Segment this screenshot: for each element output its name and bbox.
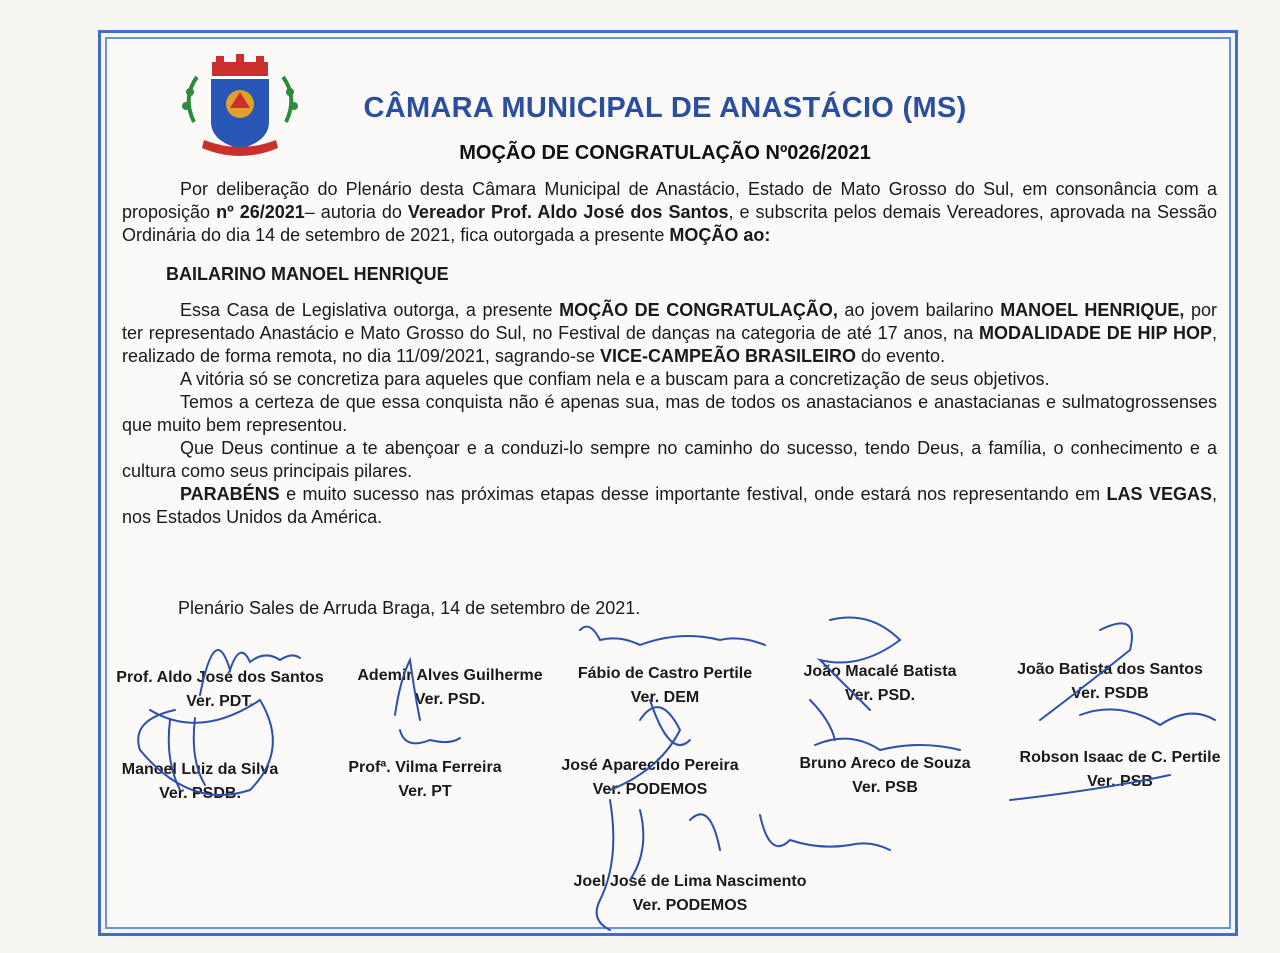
signer-party: Ver. DEM [630,689,700,706]
signer-name: Profª. Vilma Ferreira [348,759,502,776]
page-title: CÂMARA MUNICIPAL DE ANASTÁCIO (MS) [363,92,967,124]
signature-block [560,870,820,918]
signer-name: Robson Isaac de C. Pertile [1019,749,1221,766]
place-date: Plenário Sales de Arruda Braga, 14 de setembro de 2021. [178,598,641,618]
signer-name: João Macalé Batista [803,663,957,680]
signature-block [105,758,295,806]
signature-block [790,752,980,800]
signer-name: Bruno Areco de Souza [799,755,971,772]
honoree-name: BAILARINO MANOEL HENRIQUE [166,264,449,284]
paragraph-congratulations: PARABÉNS e muito sucesso nas próximas etapas desse importante festival, onde estará nos representando em LAS VEGAS, nos Estados Unidos da América. [122,484,1217,527]
signer-name: Joel José de Lima Nascimento [573,873,807,890]
signer-name: João Batista dos Santos [1017,661,1203,678]
signer-party: Ver. PSB [1087,773,1153,790]
signature-block [330,756,520,804]
signer-party: Ver. PSDB. [159,785,241,802]
document-body [122,178,1217,529]
signature-block [110,666,330,714]
signature-block [1010,746,1230,794]
paragraph-deliberation: Por deliberação do Plenário desta Câmara Municipal de Anastácio, Estado de Mato Grosso do Sul, em consonância com a proposição nº 26/2021– autoria do Vereador Prof. Aldo José dos Santos, e subscrita pelos demais Vereadores, aprovada na Sessão Ordinária do dia 14 de setembro de 2021, fica outorgada a presente MOÇÃO ao: [122,179,1217,245]
signer-name: Fábio de Castro Pertile [577,665,753,682]
signer-party: Ver. PSDB [1071,685,1149,702]
paragraph-conquest: Temos a certeza de que essa conquista não é apenas sua, mas de todos os anastacianos e anastacianas e sulmatogrossenses que muito bem representou. [122,392,1217,435]
document-subtitle: MOÇÃO DE CONGRATULAÇÃO Nº026/2021 [459,142,871,164]
signer-party: Ver. PT [398,783,452,800]
signer-party: Ver. PSB [852,779,918,796]
signer-name: José Aparecido Pereira [561,757,739,774]
paragraph-blessing: Que Deus continue a te abençoar e a conduzi-lo sempre no caminho do sucesso, tendo Deus, a família, o conhecimento e a cultura como seus principais pilares. [122,438,1217,481]
signer-party: Ver. PODEMOS [592,781,708,798]
signer-name: Manoel Luiz da Silva [121,761,279,778]
paragraph-award: Essa Casa de Legislativa outorga, a presente MOÇÃO DE CONGRATULAÇÃO, ao jovem bailarino MANOEL HENRIQUE, por ter representado Anastácio e Mato Grosso do Sul, no Festival de danças na categoria de até 17 anos, na MODALIDADE DE HIP HOP, realizado de forma remota, no dia 11/09/2021, sagrando-se VICE-CAMPEÃO BRASILEIRO do evento. [122,300,1218,366]
signature-block [790,660,970,708]
signer-party: Ver. PSD. [414,691,486,708]
signer-party: Ver. PODEMOS [632,897,748,914]
signer-party: Ver. PSD. [844,687,916,704]
signature-block [570,662,760,710]
signature-block [1010,658,1210,706]
signature-block [550,754,750,802]
signature-block [340,664,560,712]
signer-name: Ademir Alves Guilherme [357,667,543,684]
municipal-crest-icon [172,52,308,162]
signer-party: Ver. PDT. [186,693,254,710]
paragraph-victory: A vitória só se concretiza para aqueles que confiam nela e a buscam para a concretização de seus objetivos. [180,369,1050,389]
signer-name: Prof. Aldo José dos Santos [116,669,324,686]
